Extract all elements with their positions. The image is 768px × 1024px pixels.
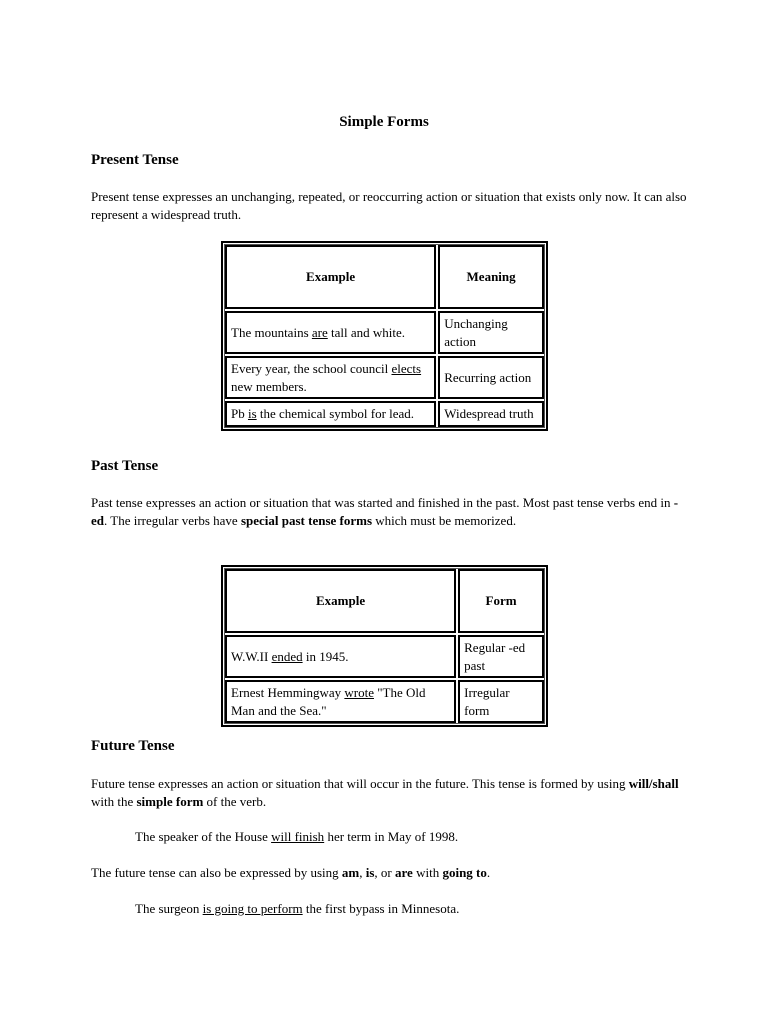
verb-underlined: are [311, 324, 328, 340]
example-cell: The mountains are tall and white. [225, 311, 436, 354]
past-tense-table [221, 565, 548, 727]
example-cell: Every year, the school council elects new members. [225, 356, 436, 399]
form-cell: Regular -ed past [458, 635, 544, 678]
table-header-form: Form [458, 569, 544, 633]
table-row [225, 680, 544, 723]
example-cell: W.W.II ended in 1945. [225, 635, 456, 678]
present-tense-description: Present tense expresses an unchanging, repeated, or reoccurring action or situation that exists only now. It can also represent a widespread truth. [91, 189, 687, 222]
future-tense-description: Future tense expresses an action or situation that will occur in the future. This tense is formed by using will/shall with the simple form of the verb. [91, 776, 679, 809]
meaning-cell: Unchanging action [438, 311, 544, 354]
past-tense-description: Past tense expresses an action or situation that was started and finished in the past. Most past tense verbs end in -ed. The irregular verbs have special past tense forms which must be memorized. [91, 495, 679, 528]
verb-underlined: wrote [344, 685, 374, 700]
meaning-cell: Recurring action [438, 356, 544, 399]
future-alternative-note: The future tense can also be expressed by using am, is, or are with going to. [91, 865, 491, 880]
example-cell: Ernest Hemmingway wrote "The Old Man and the Sea." [225, 680, 456, 723]
verb-underlined: will finish [271, 829, 325, 844]
past-tense-heading: Past Tense [91, 458, 159, 474]
future-example-2: The surgeon is going to perform the first bypass in Minnesota. [135, 901, 460, 916]
table-row [225, 311, 544, 354]
verb-underlined: is [247, 406, 257, 421]
example-cell: Pb is the chemical symbol for lead. [225, 401, 436, 427]
table-header-example: Example [225, 245, 436, 309]
form-cell: Irregular form [458, 680, 544, 723]
document-title: Simple Forms [339, 114, 429, 130]
table-header-example: Example [225, 569, 456, 633]
table-header-meaning: Meaning [438, 245, 544, 309]
present-tense-table [221, 241, 548, 431]
future-tense-heading: Future Tense [91, 738, 175, 754]
verb-underlined: is going to perform [202, 901, 303, 916]
verb-underlined: ended [271, 648, 303, 664]
future-example-1: The speaker of the House will finish her term in May of 1998. [135, 829, 459, 844]
table-row [225, 356, 544, 399]
table-row [225, 635, 544, 678]
present-tense-heading: Present Tense [91, 152, 179, 168]
meaning-cell: Widespread truth [438, 401, 544, 427]
verb-underlined: elects [391, 361, 422, 376]
table-row [225, 401, 544, 427]
